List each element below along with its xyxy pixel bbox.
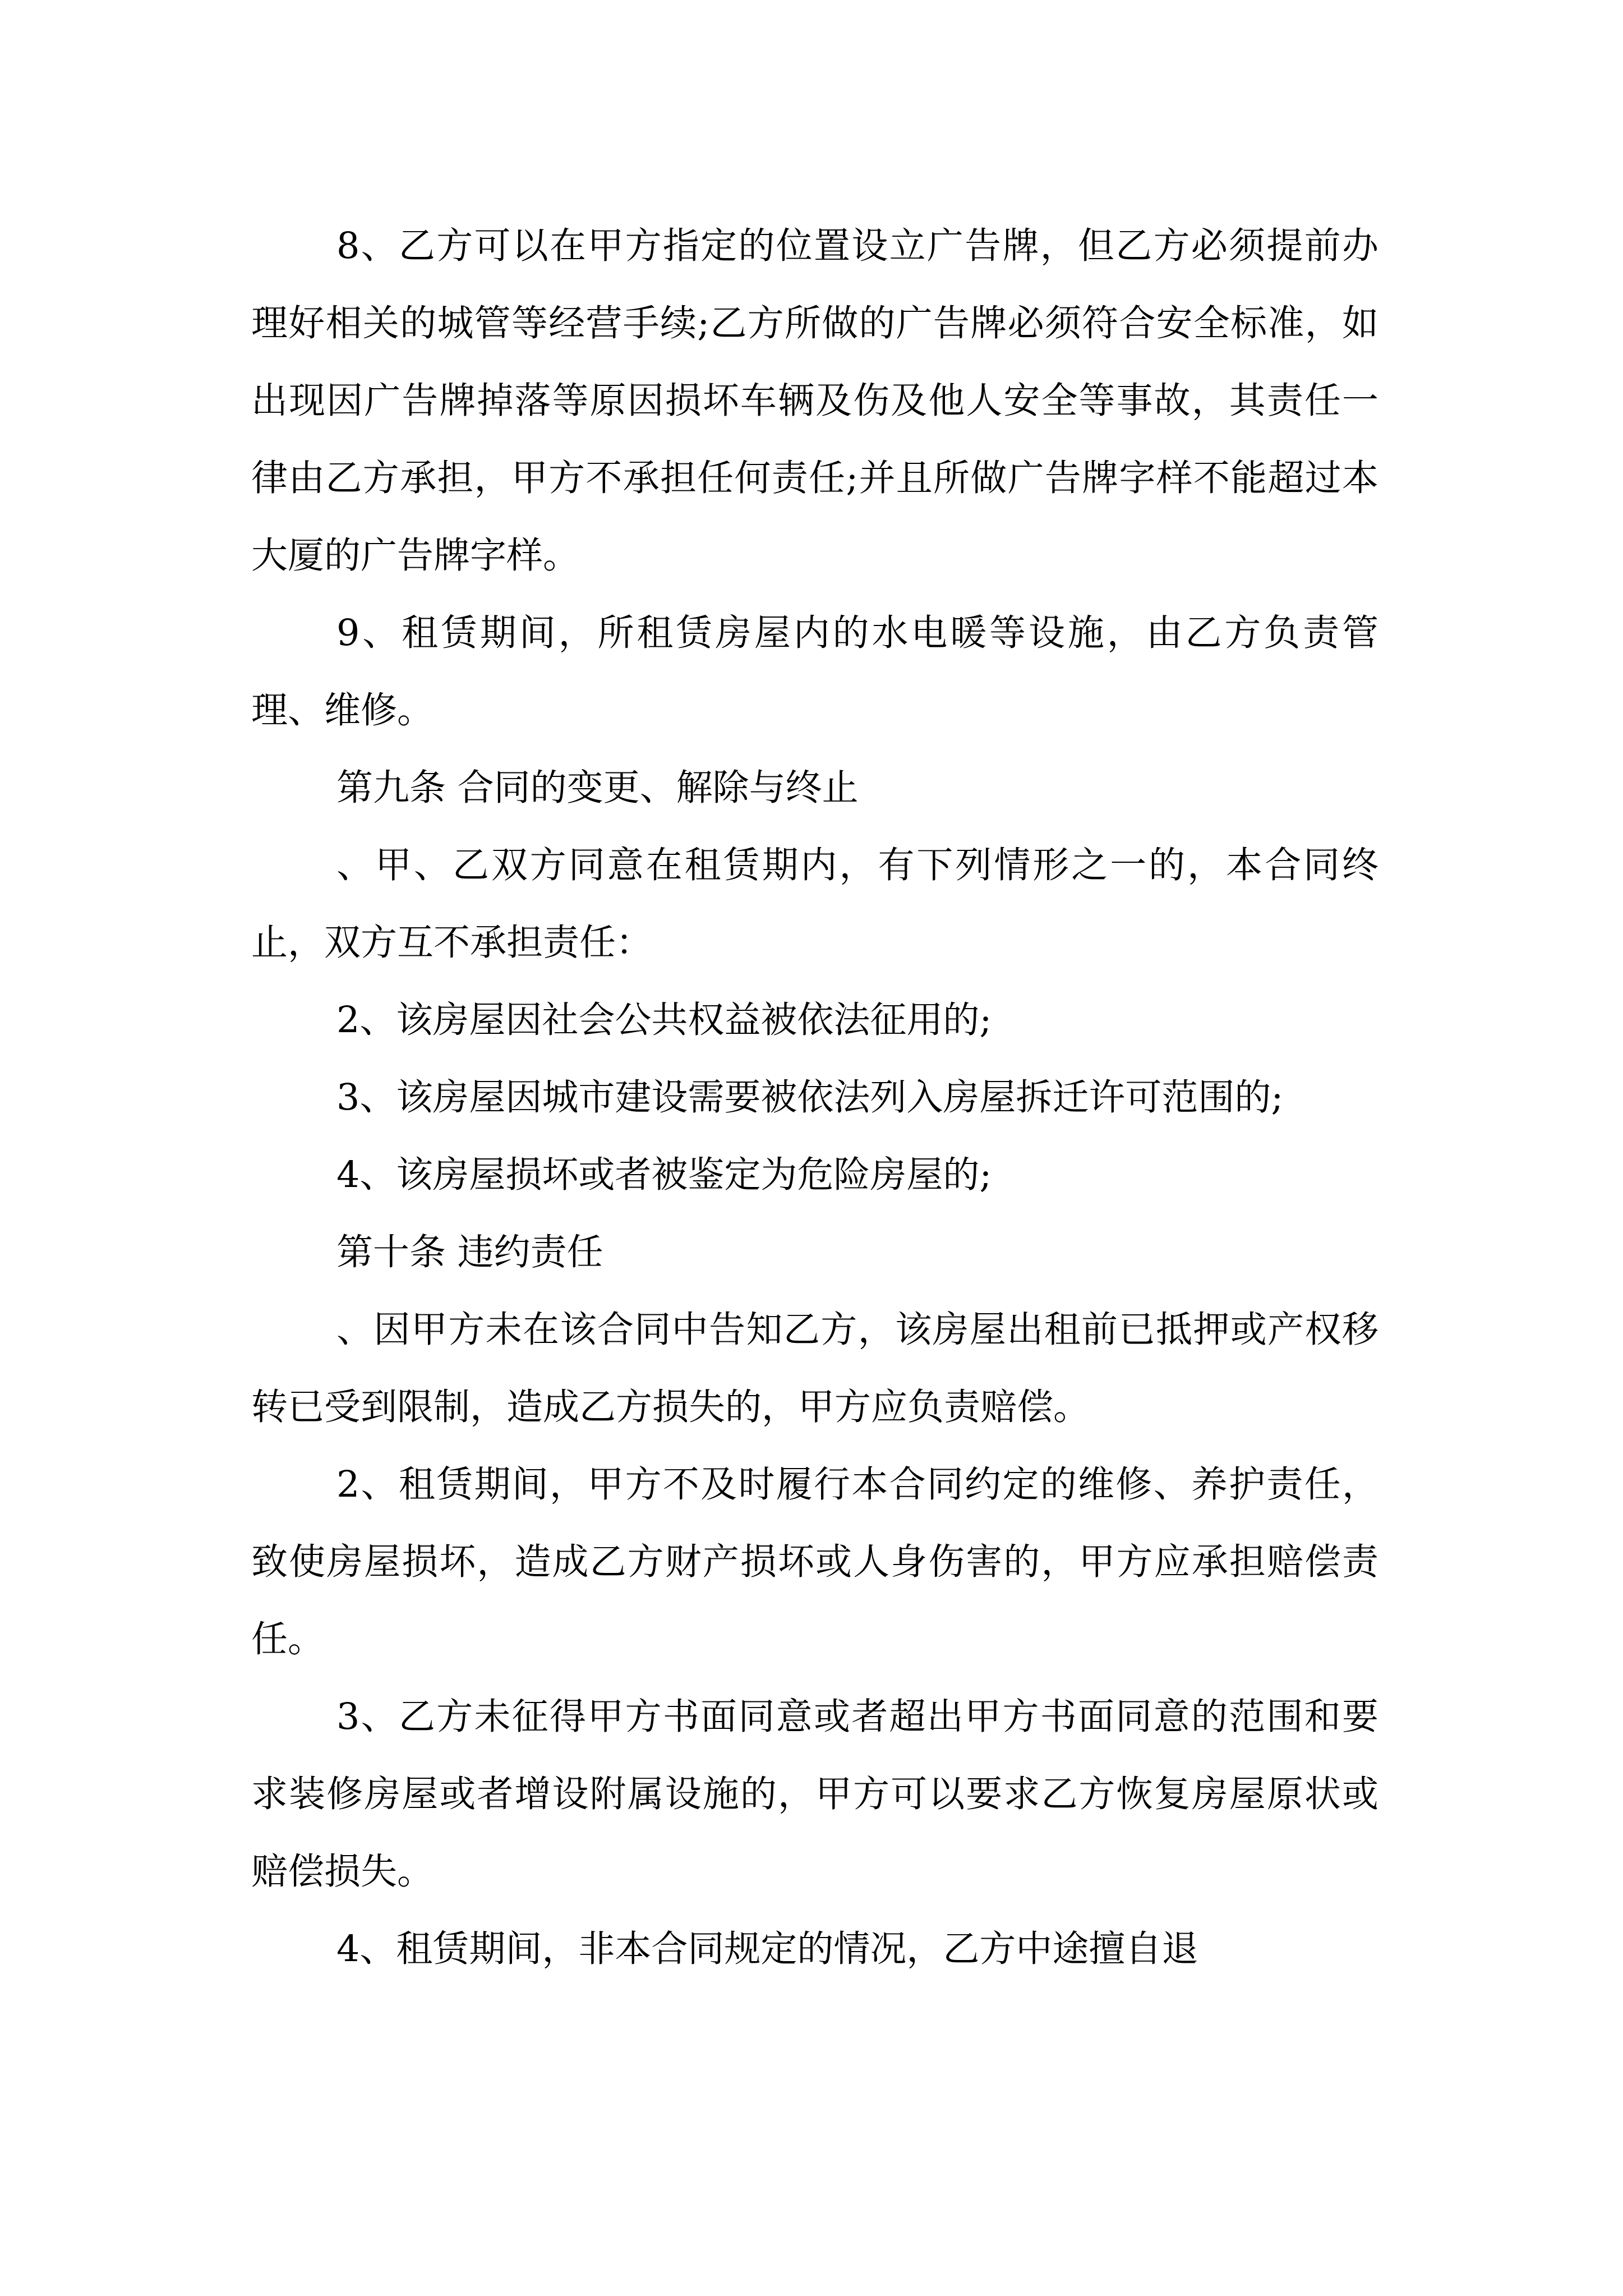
paragraph-termination-intro: 、甲、乙双方同意在租赁期内，有下列情形之一的，本合同终止，双方互不承担责任：	[251, 844, 1378, 964]
document-body	[251, 208, 1378, 1988]
section-heading-article-10: 第十条 违约责任	[336, 1231, 603, 1273]
paragraph-liability-1: 、因甲方未在该合同中告知乙方，该房屋出租前已抵押或产权移转已受到限制，造成乙方损失的，甲方应负责赔偿。	[251, 1309, 1378, 1428]
paragraph-liability-4: 4、租赁期间，非本合同规定的情况，乙方中途擅自退	[336, 1928, 1198, 1970]
paragraph-clause-8: 8、乙方可以在甲方指定的位置设立广告牌，但乙方必须提前办理好相关的城管等经营手续;乙方所做的广告牌必须符合安全标准，如出现因广告牌掉落等原因损坏车辆及伤及他人安全等事故，其责任一律由乙方承担，甲方不承担任何责任;并且所做广告牌字样不能超过本大厦的广告牌字样。	[251, 225, 1378, 577]
paragraph-termination-4: 4、该房屋损坏或者被鉴定为危险房屋的;	[336, 1154, 992, 1196]
paragraph-termination-3: 3、该房屋因城市建设需要被依法列入房屋拆迁许可范围的;	[336, 1076, 1284, 1119]
paragraph-liability-3: 3、乙方未征得甲方书面同意或者超出甲方书面同意的范围和要求装修房屋或者增设附属设施的，甲方可以要求乙方恢复房屋原状或赔偿损失。	[251, 1696, 1378, 1893]
paragraph-liability-2: 2、租赁期间，甲方不及时履行本合同约定的维修、养护责任，致使房屋损坏，造成乙方财产损坏或人身伤害的，甲方应承担赔偿责任。	[251, 1464, 1378, 1660]
section-heading-article-9: 第九条 合同的变更、解除与终止	[336, 767, 859, 809]
paragraph-clause-9: 9、租赁期间，所租赁房屋内的水电暖等设施，由乙方负责管理、维修。	[251, 612, 1378, 731]
paragraph-termination-2: 2、该房屋因社会公共权益被依法征用的;	[336, 999, 992, 1041]
